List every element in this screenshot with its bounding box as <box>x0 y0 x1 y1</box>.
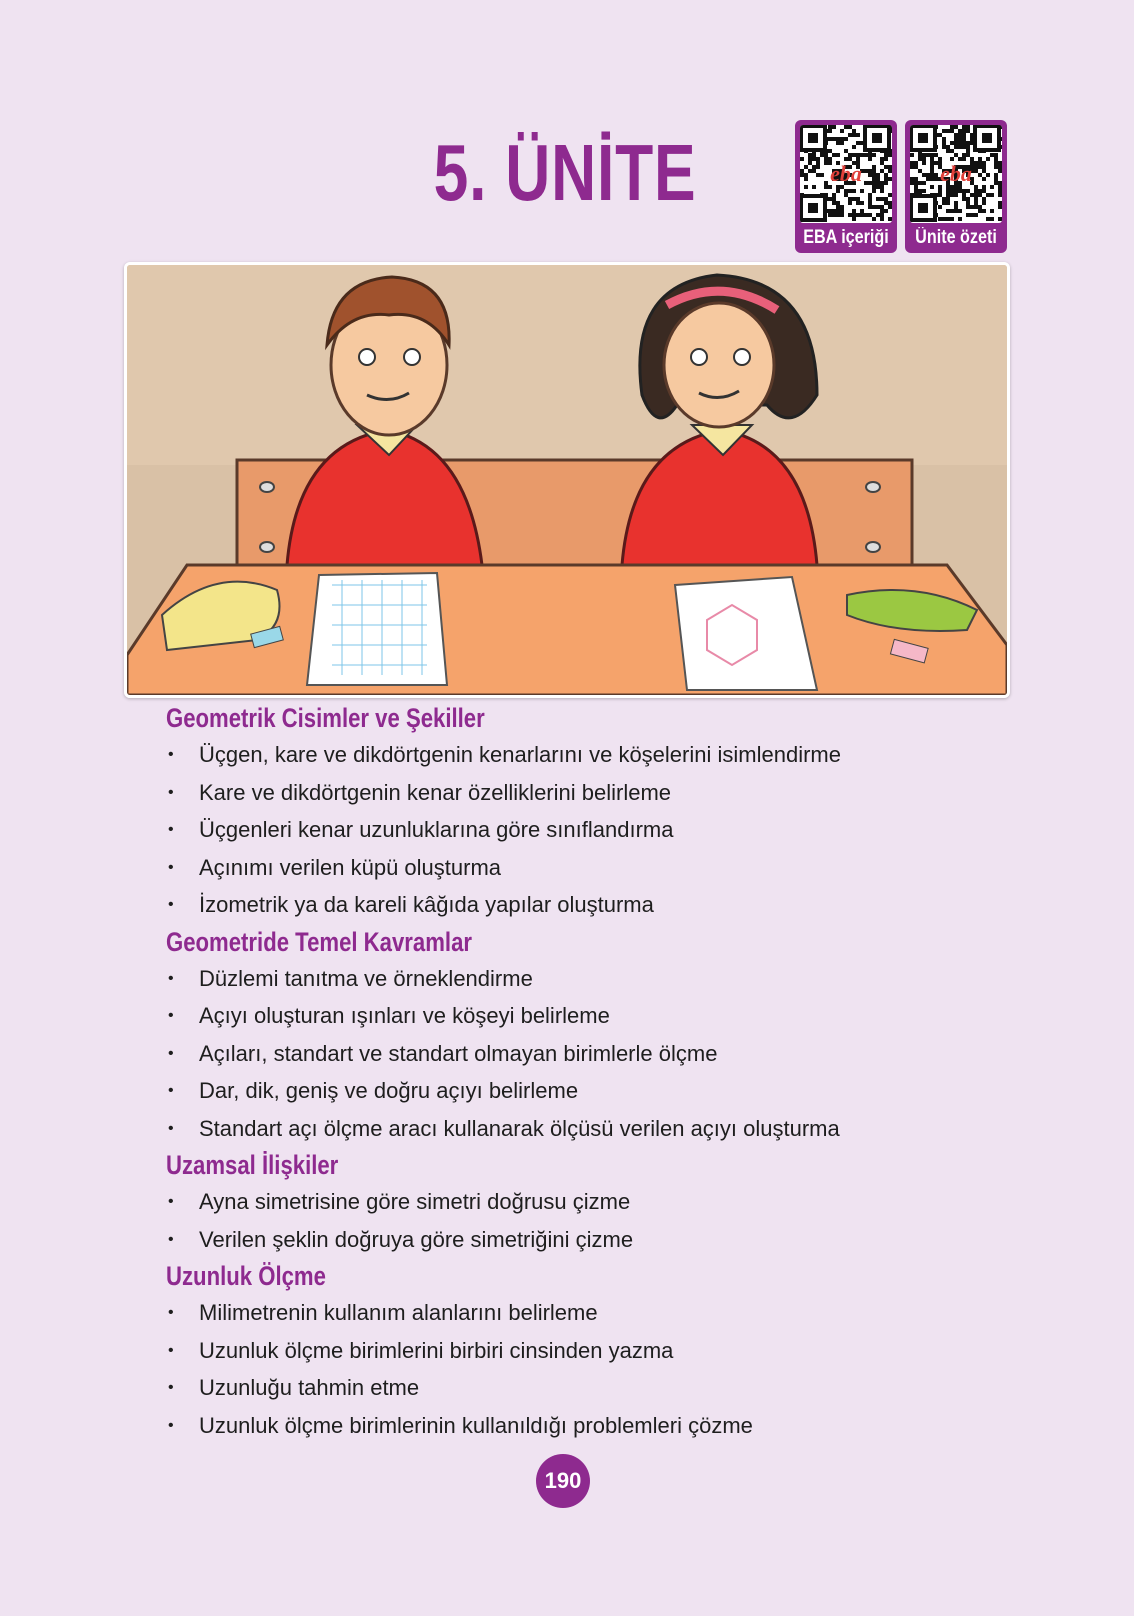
section-heading: Uzamsal İlişkiler <box>166 1150 339 1180</box>
qr-code-icon <box>800 125 892 223</box>
outcome-list-item: • Kare ve dikdörtgenin kenar özelliklerini belirleme <box>166 774 1066 812</box>
section-heading: Geometrik Cisimler ve Şekiller <box>166 703 485 733</box>
classroom-illustration <box>124 262 1010 698</box>
outcome-list-item: • Milimetrenin kullanım alanlarını belirleme <box>166 1294 1066 1332</box>
page-number: 190 <box>536 1454 590 1508</box>
outcome-list-item: • İzometrik ya da kareli kâğıda yapılar oluşturma <box>166 886 1066 924</box>
section-heading: Geometride Temel Kavramlar <box>166 926 473 957</box>
outcome-list-item: • Üçgenleri kenar uzunluklarına göre sınıflandırma <box>166 811 1066 849</box>
outcome-list-item: • Ayna simetrisine göre simetri doğrusu çizme <box>166 1183 1066 1221</box>
outcome-list-item: • Verilen şeklin doğruya göre simetriğini çizme <box>166 1221 1066 1259</box>
qr-eba-content[interactable] <box>795 120 897 253</box>
qr-code-icon <box>910 125 1002 223</box>
unit-title: 5. ÜNİTE <box>433 128 697 217</box>
unit-outcomes <box>166 700 1066 1444</box>
qr-label: EBA içeriği <box>803 227 889 248</box>
svg-text:eba: eba <box>940 161 972 186</box>
svg-text:eba: eba <box>830 161 862 186</box>
outcome-list-item: • Üçgen, kare ve dikdörtgenin kenarlarını ve köşelerini isimlendirme <box>166 736 1066 774</box>
outcome-list-item: • Dar, dik, geniş ve doğru açıyı belirleme <box>166 1072 1066 1110</box>
outcome-list-item: • Uzunluk ölçme birimlerini birbiri cinsinden yazma <box>166 1332 1066 1370</box>
outcome-list-item: • Açıları, standart ve standart olmayan birimlerle ölçme <box>166 1035 1066 1073</box>
outcome-list-item: • Açıyı oluşturan ışınları ve köşeyi belirleme <box>166 997 1066 1035</box>
qr-label: Ünite özeti <box>915 227 997 248</box>
outcome-list-item: • Düzlemi tanıtma ve örneklendirme <box>166 960 1066 998</box>
qr-unit-summary[interactable] <box>905 120 1007 253</box>
outcome-list-item: • Açınımı verilen küpü oluşturma <box>166 849 1066 887</box>
outcome-list-item: • Uzunluğu tahmin etme <box>166 1369 1066 1407</box>
outcome-list-item: • Uzunluk ölçme birimlerinin kullanıldığı problemleri çözme <box>166 1407 1066 1445</box>
section-heading: Uzunluk Ölçme <box>166 1261 326 1291</box>
outcome-list-item: • Standart açı ölçme aracı kullanarak ölçüsü verilen açıyı oluşturma <box>166 1110 1066 1148</box>
